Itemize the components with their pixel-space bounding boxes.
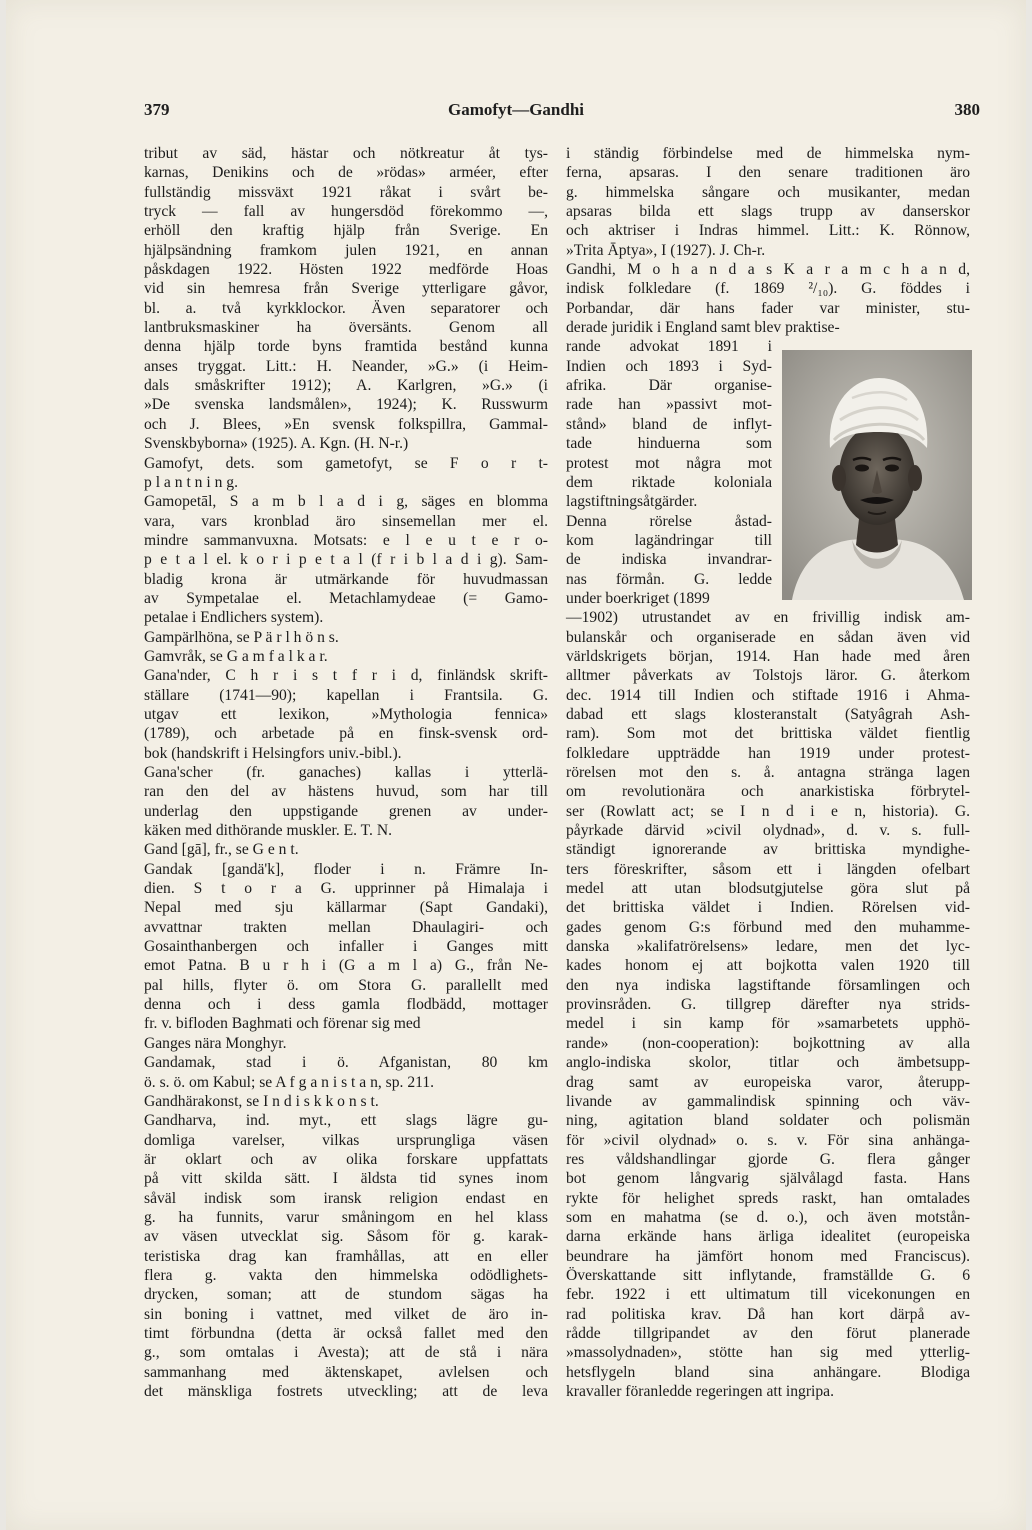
text-line: erhöll den kraftig hjälp från Sverige. En [144,222,548,240]
text-line: hetsflygeln bland sina anhängare. Blodiga [566,1363,970,1381]
text-line: Gand [gā], fr., se G e n t. [144,841,299,859]
text-line: bulanskår och organiserade en sådan även vid [566,628,970,646]
text-line: »massolydnaden», stötte han sig med ytterlig- [566,1344,970,1362]
text-line: bl. a. två kyrkklockor. Även separatorer och [144,299,548,317]
text-line: sammanhang med äktenskapet, avlelsen och [144,1363,548,1381]
text-line: denna och i dess gamla flodbädd, mottager [144,996,548,1014]
text-line: denna hjälp torde byns framtida bestånd kunna [144,338,548,356]
text-line: Indien och 1893 i Syd- [566,357,772,375]
text-line: rande advokat 1891 i [566,338,772,356]
text-line: (1789), och arbetade på en finsk-svensk ord- [144,725,548,743]
text-line: bok (handskrift i Helsingfors univ.-bibl.). [144,744,402,762]
text-line: lantbruksmaskiner ha översänts. Genom all [144,319,548,337]
text-line: emot Patna. B u r h i (G a m l a) G., från Ne- [144,957,548,975]
text-line: är oklart och av olika forskare uppfattats [144,1150,548,1168]
text-line: medel att utan blodsutgjutelse göra slut på [566,880,970,898]
text-line: Gana'scher (fr. ganaches) kallas i ytterlä- [144,764,548,781]
text-line: såväl indisk som iransk religion endast en [144,1189,548,1207]
text-line: stånd» bland de inflyt- [566,415,772,433]
text-line: drag samt av europeiska varor, återupp- [566,1073,970,1091]
text-line: och J. Blees, »En svensk folkspillra, Gammal- [144,415,548,433]
text-line: protest mot några mot [566,454,772,472]
text-line: tribut av säd, hästar och nötkreatur åt tys- [144,145,548,162]
text-line: avvattnar trakten mellan Dhaulagiri- och [144,918,548,936]
text-line: petalae i Endlichers system). [144,609,324,627]
text-line: Gosainthanbergen och infaller i Ganges mitt [144,938,548,956]
text-line: rörelsen mot den s. å. antagna stränga lagen [566,764,970,781]
text-line: ters föreskrifter, såsom ett i längden ofelbart [566,860,970,878]
text-line: »De svenska landsmålen», 1924); K. Russwurm [144,396,548,414]
running-header [6,100,1026,126]
text-line: för »civil olydnad» o. s. v. För sina anhänga- [566,1131,970,1149]
left-page-number: 379 [144,100,170,119]
text-line: danska »kalifatrörelsens» ledare, men det lyc- [566,938,970,956]
text-line: dabad ett slags klosteranstalt (Satyâgrah Ash- [566,705,970,723]
text-line: utgav ett lexikon, »Mythologia fennica» [144,705,548,723]
text-line: livande av gammalindisk spinning och väv- [566,1092,970,1110]
text-line: Nepal med sju källarmar (Sapt Gandaki), [144,899,548,917]
text-line: hjälpsändning framkom julen 1921, en annan [144,241,548,259]
text-line: p e t a l el. k o r i p e t a l (f r i b l a d i g). Sam- [144,551,548,569]
text-line: ö. s. ö. om Kabul; se A f g a n i s t a n, sp. 211. [144,1073,435,1091]
right-column-top [566,144,970,337]
text-line: tryck — fall av hungersdöd förekommo —, [144,203,548,221]
text-line: kades honom ej att bojkotta valen 1920 till [566,957,970,975]
text-line: fr. v. bifloden Baghmati och förenar sig med [144,1015,421,1033]
text-line: provinsråden. G. tillgrep därefter nya strids- [566,996,970,1014]
text-line: dals småskrifter 1912); A. Karlgren, »G.» (i [144,377,548,395]
text-line: underlag den uppstigande grenen av under- [144,802,548,820]
text-line: dem riktade koloniala [566,473,772,491]
text-line: som en mahatma (se d. o.), och även motstån- [566,1208,970,1226]
text-line: av väsen utvecklat sig. Såsom för g. karak- [144,1228,548,1246]
left-column [144,144,548,1401]
text-line: Gamofyt, dets. som gametofyt, se F o r t- [144,454,548,472]
text-line: käken med dithörande muskler. E. T. N. [144,822,392,840]
encyclopedia-page [6,0,1026,1530]
text-line: p l a n t n i n g. [144,473,238,491]
text-line: kravaller föranledde regeringen att ingripa. [566,1383,834,1400]
text-line: ferna, apsaras. I den senare traditionen äro [566,164,970,182]
text-line: tade hinduerna som [566,435,772,453]
text-line: teristiska drag kan framhållas, att en eller [144,1247,548,1265]
text-line: bladig krona är utmärkande för huvudmassan [144,570,548,588]
text-line: mindre sammanvuxna. Motsats: e l e u t e r o- [144,531,548,549]
text-line: vara, vars kronblad äro sinsemellan mer el. [144,512,548,530]
text-line: Gamvråk, se G a m f a l k a r. [144,647,328,665]
text-line: Porbandar, där hans fader var minister, stu- [566,299,970,317]
text-line: alltmer påverkats av Tolstojs läror. G. återkom [566,667,970,685]
text-line: folkledare uppträdde han 1919 under protest- [566,744,970,762]
text-line: —1902) utrustandet av en frivillig indisk am- [566,609,970,627]
text-line: påyrkade därvid »civil olydnad», d. v. s. full- [566,822,970,840]
text-line: Gandamak, stad i ö. Afganistan, 80 km [144,1054,548,1072]
text-line: ställare (1741—90); kapellan i Frantsila. G. [144,686,548,704]
text-line: under boerkriget (1899 [566,589,710,607]
text-line: Gana'nder, C h r i s t f r i d, finländsk skrift- [144,667,548,685]
gandhi-portrait-photo [782,350,972,600]
text-line: den nya indiska lagstiftande församlingen och [566,976,970,994]
text-line: pal hills, flyter ö. om Stora G. parallellt med [144,976,548,994]
text-line: drycken, soman; att de stundom sägas ha [144,1286,548,1304]
text-line: indisk folkledare (f. 1869 ²/₁₀). G. föddes i [566,280,970,298]
text-line: rande» (non-cooperation): bojkottning av alla [566,1034,970,1052]
text-line: gades genom G:s förbund med den muhamme- [566,918,970,936]
right-page-number: 380 [954,100,980,119]
text-line: Svenskbyborna» (1925). A. Kgn. (H. N-r.) [144,435,409,453]
text-line: apsaras bilda ett slags trupp av danserskor [566,203,970,221]
text-line: sin boning i vattnet, med vilket de äro in- [144,1305,548,1323]
text-line: rade han »passivt mot- [566,396,772,414]
text-line: ran den del av hästens huvud, som har till [144,783,548,801]
text-line: om revolutionära och anarkistiska förbrytel- [566,783,970,801]
text-line: av Sympetalae el. Metachlamydeae (= Gamo- [144,589,548,607]
text-line: det mänskliga fostrets utveckling; att de leva [144,1383,548,1400]
header-title: Gamofyt—Gandhi [447,100,585,119]
text-line: kom lagändringar till [566,531,772,549]
text-line: rykte för helighet spreds raskt, han omtalades [566,1189,970,1207]
text-line: res våldshandlingar gjorde G. flera gånger [566,1150,970,1168]
text-line: afrika. Där organise- [566,377,772,395]
text-line: medel i sin kamp för »samarbetets upphö- [566,1015,970,1033]
text-line: fullständig missväxt 1921 råkat i svårt be- [144,183,548,201]
text-line: de indiska invandrar- [566,551,772,569]
text-line: dien. S t o r a G. upprinner på Himalaja i [144,880,548,898]
text-line: Ganges nära Monghyr. [144,1034,287,1052]
text-line: ser (Rowlatt act; se I n d i e n, historia). G. [566,802,970,820]
text-line: anses tryggat. Litt.: H. Neander, »G.» (i Heim- [144,357,548,375]
text-line: Gandharva, ind. myt., ett slags lägre gu- [144,1112,548,1130]
text-line: anglo-indiska skolor, titlar och ämbetsupp- [566,1054,970,1072]
text-line: Gamopetāl, S a m b l a d i g, säges en blomma [144,493,548,511]
text-line: lagstiftningsåtgärder. [566,493,698,511]
text-line: i ständig förbindelse med de himmelska nym- [566,145,970,162]
text-line: Gandak [gandä'k], floder i n. Främre In- [144,860,548,878]
text-line: g. himmelska sångare och musikanter, medan [566,183,970,201]
text-line: domliga varelser, vilkas ursprungliga väsen [144,1131,548,1149]
text-line: Gandhi, M o h a n d a s K a r a m c h a n d, [566,261,970,279]
text-line: det brittiska väldet i Indien. Rörelsen vid- [566,899,970,917]
text-line: rad politiska krav. Då han kort därpå av- [566,1305,970,1323]
text-line: påskdagen 1922. Hösten 1922 medförde Hoas [144,261,548,279]
text-line: »Trita Āptya», I (1927). J. Ch-r. [566,241,766,259]
text-line: derade juridik i England samt blev praktise- [566,319,840,337]
text-line: ning, agitation bland soldater och polismän [566,1112,970,1130]
right-column [566,144,970,1401]
text-line: karnas, Denikins och de »rödas» arméer, efter [144,164,548,182]
text-line: beundrare ha jämfört honom med Franciscus). [566,1247,970,1265]
text-line: dec. 1914 till Indien och stiftade 1916 i Ahma- [566,686,970,704]
text-line: Denna rörelse åstad- [566,512,772,530]
text-line: rådde tillgripandet av den förut planerade [566,1324,970,1342]
text-line: g. ha funnits, varur småningom en hel klass [144,1208,548,1226]
text-line: timt förbundna (detta är också fallet med den [144,1324,548,1342]
text-line: på vitt skilda sätt. I äldsta tid synes inom [144,1170,548,1188]
text-line: nas förmån. G. ledde [566,570,772,588]
text-line: världskrigets början, 1914. Han hade med åren [566,647,970,665]
text-line: ständigt ignorerande av brittiska myndighe- [566,841,970,859]
text-line: vid sin hemresa från Sverige ytterligare gåvor, [144,280,548,298]
text-line: Gampärlhöna, se P ä r l h ö n s. [144,628,339,646]
text-line: Överskattande sitt inflytande, framställde G. 6 [566,1266,970,1284]
text-line: och aktriser i Indras himmel. Litt.: K. Rönnow, [566,222,970,240]
text-line: febr. 1922 i ett ultimatum till vicekonungen en [566,1286,970,1304]
text-line: darna erkände hans ärliga idealitet (europeiska [566,1228,970,1246]
text-line: Gandhärakonst, se I n d i s k k o n s t. [144,1092,379,1110]
right-column-bottom [566,608,970,1401]
text-line: bot genom långvarig självålagd fasta. Hans [566,1170,970,1188]
text-line: g., som omtalas i Avesta); att de stå i nära [144,1344,548,1362]
text-line: flera g. vakta den himmelska odödlighets- [144,1266,548,1284]
text-line: ram). Som mot det brittiska väldet fientlig [566,725,970,743]
